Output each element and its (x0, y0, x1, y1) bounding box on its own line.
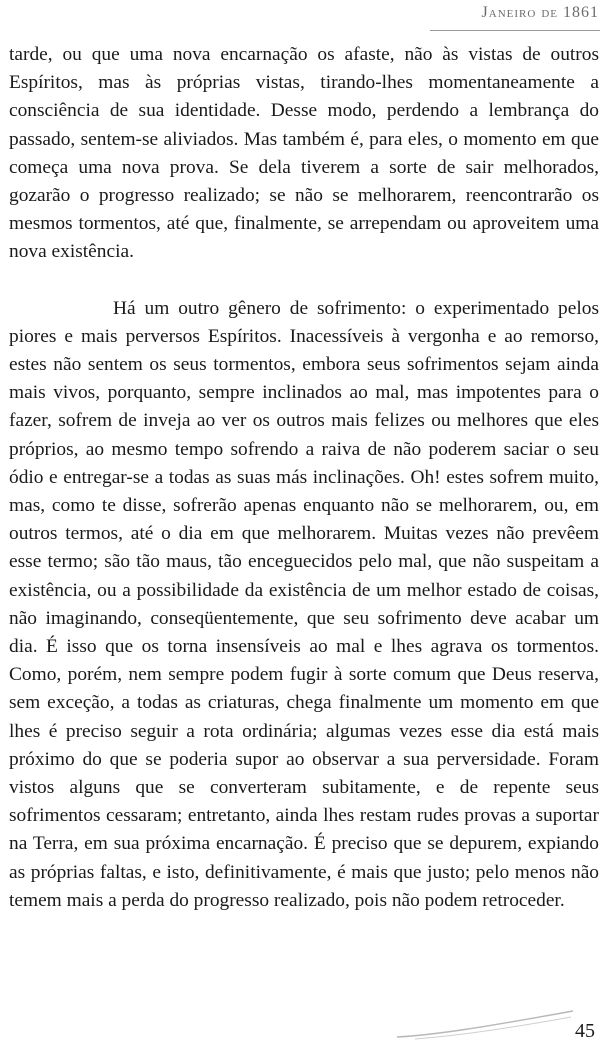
paragraph-1: tarde, ou que uma nova encarnação os afaste, não às vistas de outros Espíritos, mas às próprias vistas, tirando-lhes momentaneamente a consciência de sua identidade. Desse modo, perdendo a lembrança do passado, sentem-se aliviados. Mas também é, para eles, o momento em que começa uma nova prova. Se dela tiverem a sorte de sair melhorados, gozarão o progresso realizado; se não se melhorarem, reencontrarão os mesmos tormentos, até que, finalmente, se arrependam ou aproveitem uma nova existência. (9, 44, 599, 263)
header-rule (430, 30, 600, 31)
page-body (9, 41, 599, 915)
running-header: Janeiro de 1861 (481, 4, 599, 21)
paragraph-2: Há um outro gênero de sofrimento: o experimentado pelos piores e mais perversos Espíritos. Inacessíveis à vergonha e ao remorso, estes não sentem os seus tormentos, embora seus sofrimentos sejam ainda mais vivos, porquanto, sempre inclinados ao mal, mas impotentes para o fazer, sofrem de inveja ao ver os outros mais felizes ou melhores que eles próprios, ao mesmo tempo sofrendo a raiva de não poderem saciar o seu ódio e entregar-se a todas as suas más inclinações. Oh! estes sofrem muito, mas, como te disse, sofrerão apenas enquanto não se melhorarem, ou, em outros termos, até o dia em que melhorarem. Muitas vezes não prevêem esse termo; são tão maus, tão enceguecidos pelo mal, que não suspeitam a existência, ou a possibilidade da existência de um melhor estado de coisas, não imaginando, conseqüentemente, que seu sofrimento deve acabar um dia. É isso que os torna insensíveis ao mal e lhes agrava os tormentos. Como, porém, nem sempre podem fugir à sorte comum que Deus reserva, sem exceção, a todas as criaturas, chega finalmente um momento em que lhes é preciso seguir a rota ordinária; algumas vezes esse dia está mais próximo do que se poderia supor ao observar a sua perversidade. Foram vistos alguns que se converteram subitamente, e de repente seus sofrimentos cessaram; entretanto, ainda lhes restam rudes provas a suportar na Terra, em sua próxima encarnação. É preciso que se depurem, expiando as próprias faltas, e isto, definitivamente, é mais que justo; pelo menos não temem mais a perda do progresso realizado, pois não podem retroceder. (9, 297, 599, 911)
footer-swoosh-ornament (395, 1005, 575, 1045)
paragraph-gap (9, 267, 599, 295)
page-number: 45 (575, 1020, 595, 1042)
